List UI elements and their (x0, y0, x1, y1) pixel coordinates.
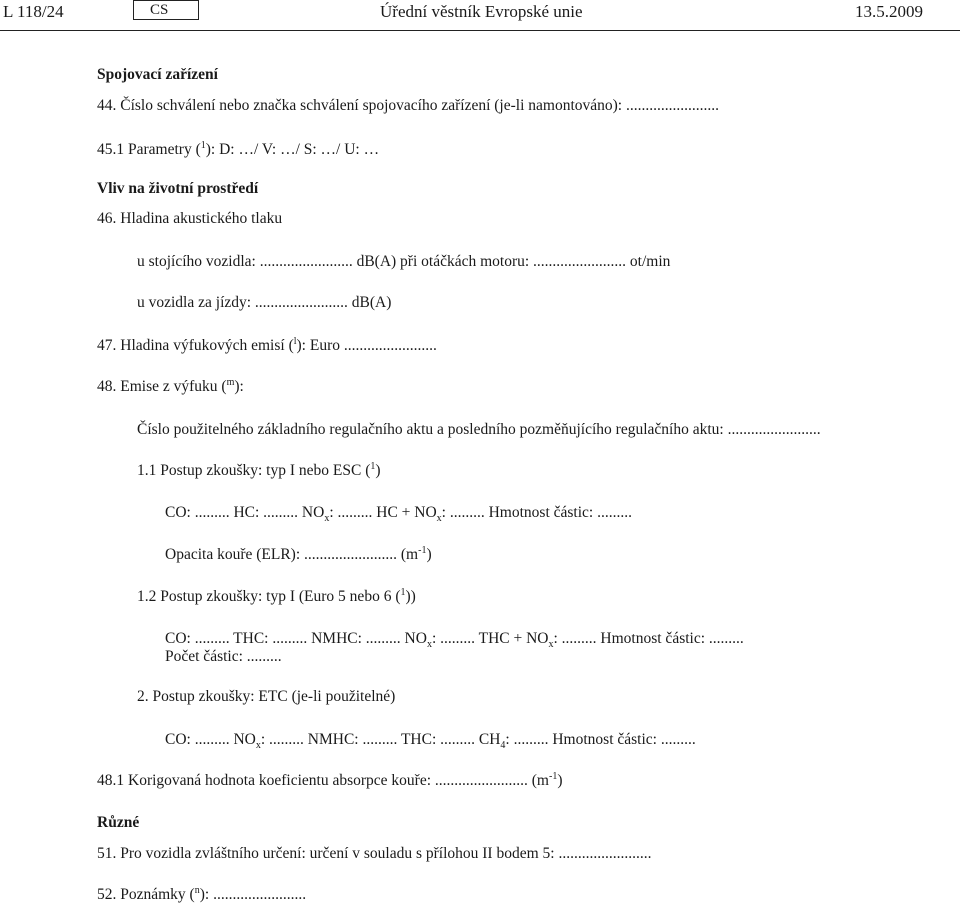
page-reference: L 118/24 (3, 2, 64, 21)
item-46: 46. Hladina akustického tlaku (97, 210, 283, 227)
item-46-moving: u vozidla za jízdy: ........................ dB(A) (137, 294, 392, 311)
item-2-values: CO: ......... $NO_x$: ......... NMHC: ......... THC: ......... $CH_4$: ......... Hmotnost částic: ......... (165, 731, 696, 752)
item-1-1: 1.1 Postup zkoušky: typ I nebo ESC ($^1$) (137, 460, 381, 479)
section-heading-environment: Vliv na životní prostředí (97, 180, 259, 197)
journal-title: Úřední věstník Evropské unie (380, 2, 583, 21)
item-51: 51. Pro vozidla zvláštního určení: určení v souladu s přílohou II bodem 5: ........................ (97, 845, 652, 862)
item-44: 44. Číslo schválení nebo značka schválení spojovacího zařízení (je-li namontováno): ........................ (97, 97, 719, 114)
item-48-1: 48.1 Korigovaná hodnota koeficientu absorpce kouře: ........................ $(m^{-1})$ (97, 770, 563, 789)
item-1-2-particle-count: Počet částic: ......... (165, 648, 282, 665)
item-46-stationary: u stojícího vozidla: ........................ dB(A) při otáčkách motoru: ........................ ot/min (137, 253, 671, 270)
item-2: 2. Postup zkoušky: ETC (je-li použitelné) (137, 688, 396, 705)
item-47: 47. Hladina výfukových emisí ($^l$): Euro ........................ (97, 335, 437, 354)
item-1-2: 1.2 Postup zkoušky: typ I (Euro 5 nebo 6 ($^1$)) (137, 586, 416, 605)
item-48-regulation: Číslo použitelného základního regulačního aktu a posledního pozměňujícího regulačního aktu: ........................ (137, 421, 821, 438)
item-1-1-opacity: Opacita kouře (ELR): ........................ $(m^{-1})$ (165, 544, 432, 563)
section-heading-miscellaneous: Různé (97, 814, 140, 831)
item-1-1-values: CO: ......... HC: ......... $NO_x$: ......... HC + $NO_x$: ......... Hmotnost částic: ......... (165, 504, 632, 525)
section-heading-coupling: Spojovací zařízení (97, 66, 218, 83)
language-box: CS (133, 0, 199, 20)
item-1-2-values: CO: ......... THC: ......... NMHC: ......... $NO_x$: ......... THC + $NO_x$: ......... Hmotnost částic: ......... (165, 630, 744, 651)
publication-date: 13.5.2009 (855, 2, 923, 21)
header-rule (0, 30, 960, 31)
item-48: 48. Emise z výfuku ($^m$): (97, 376, 244, 395)
item-45-1: 45.1 Parametry ($^1$): D: …/ V: …/ S: …/ U: … (97, 139, 380, 158)
item-52: 52. Poznámky ($^n$): ........................ (97, 884, 307, 903)
